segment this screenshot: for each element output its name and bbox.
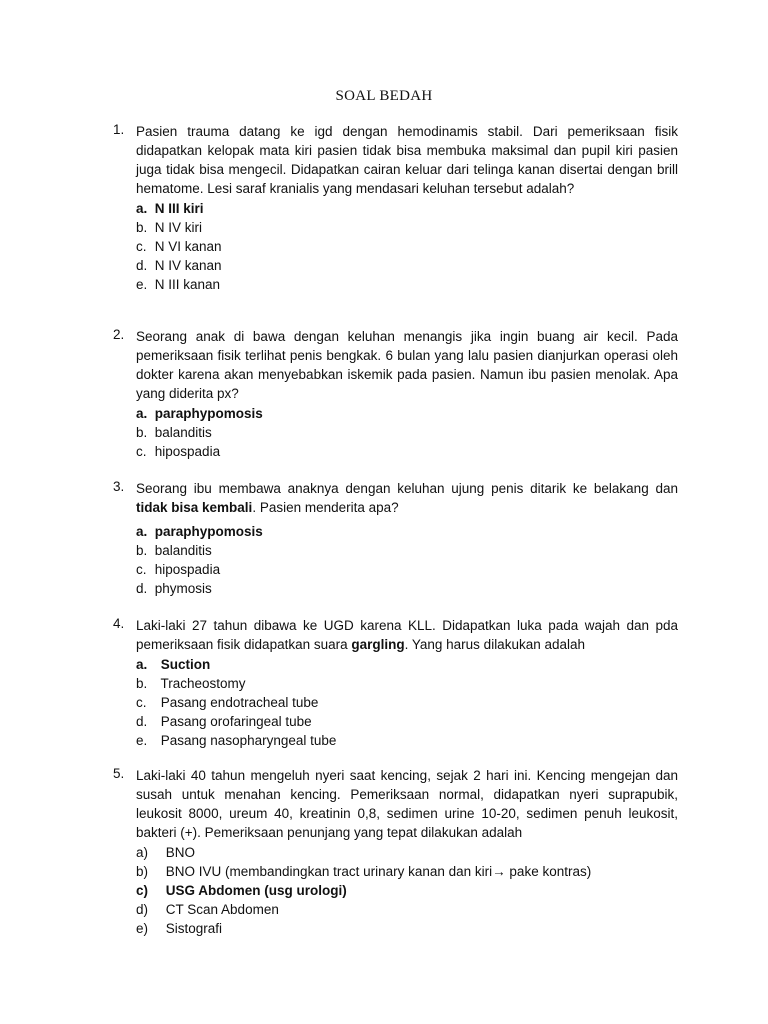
option-letter: a. <box>136 657 148 672</box>
option-list <box>136 843 678 938</box>
option-letter: b. <box>136 676 148 691</box>
option-list <box>136 199 678 294</box>
option-letter: a. <box>136 201 148 216</box>
option-text: Suction <box>160 657 211 672</box>
option-item <box>136 560 678 579</box>
option-text: N VI kanan <box>154 239 222 254</box>
option-item <box>136 900 678 919</box>
option-list <box>136 522 678 598</box>
option-item <box>136 843 678 862</box>
option-item <box>136 275 678 294</box>
option-text: CT Scan Abdomen <box>165 902 279 917</box>
option-letter: a. <box>136 524 148 539</box>
option-item <box>136 919 678 938</box>
option-letter: c. <box>136 239 147 254</box>
option-item <box>136 199 678 218</box>
question-number: 3. <box>113 479 125 494</box>
question-number: 4. <box>113 616 125 631</box>
emphasized-text: tidak bisa kembali <box>136 500 253 515</box>
option-item <box>136 712 678 731</box>
option-letter: b. <box>136 220 148 235</box>
question-text: Seorang ibu membawa anaknya dengan keluhan ujung penis ditarik ke belakang dan tidak bisa kembali. Pasien menderita apa? <box>136 481 678 515</box>
option-item <box>136 522 678 541</box>
option-item <box>136 881 678 900</box>
question-5 <box>113 766 678 938</box>
option-letter: d. <box>136 714 148 729</box>
option-item <box>136 541 678 560</box>
option-letter: e. <box>136 277 148 292</box>
option-letter: d) <box>136 902 149 917</box>
option-letter: d. <box>136 258 148 273</box>
option-item <box>136 655 678 674</box>
option-item <box>136 237 678 256</box>
question-number: 1. <box>113 122 125 137</box>
option-list <box>136 655 678 750</box>
question-3 <box>113 479 678 598</box>
option-letter: c) <box>136 883 149 898</box>
option-letter: b. <box>136 425 148 440</box>
option-text: USG Abdomen (usg urologi) <box>165 883 347 898</box>
question-4 <box>113 616 678 750</box>
option-letter: c. <box>136 695 147 710</box>
option-text: Pasang endotracheal tube <box>160 695 319 710</box>
question-text: Pasien trauma datang ke igd dengan hemodinamis stabil. Dari pemeriksaan fisik didapatkan kelopak mata kiri pasien tidak bisa membuka maksimal dan pupil kiri pasien juga tidak bisa mengecil. Didapatkan cairan keluar dari telinga kanan disertai dengan brill hematome. Lesi saraf kranialis yang mendasari keluhan tersebut adalah? <box>136 124 678 196</box>
option-item <box>136 579 678 598</box>
option-text-continued: pake kontras) <box>505 864 592 879</box>
option-item <box>136 674 678 693</box>
option-list <box>136 404 678 461</box>
option-letter: d. <box>136 581 148 596</box>
option-letter: e. <box>136 733 148 748</box>
option-item <box>136 256 678 275</box>
question-text: Laki-laki 27 tahun dibawa ke UGD karena KLL. Didapatkan luka pada wajah dan pda pemeriksaan fisik didapatkan suara gargling. Yang harus dilakukan adalah <box>136 618 678 652</box>
option-letter: b) <box>136 864 149 879</box>
question-text: Laki-laki 40 tahun mengeluh nyeri saat kencing, sejak 2 hari ini. Kencing mengejan dan susah untuk menahan kencing. Pemeriksaan normal, didapatkan nyeri suprapubik, leukosit 8000, ureum 40, kreatinin 0,8, sedimen urine 10-20, sedimen penuh leukosit, bakteri (+). Pemeriksaan penunjang yang tepat dilakukan adalah <box>136 768 678 840</box>
option-text: N IV kanan <box>154 258 222 273</box>
option-text: Tracheostomy <box>160 676 246 691</box>
option-text: hipospadia <box>154 444 221 459</box>
option-letter: a. <box>136 406 148 421</box>
arrow-right-icon: → <box>492 864 506 879</box>
question-number: 5. <box>113 766 125 781</box>
option-letter: b. <box>136 543 148 558</box>
option-text: balanditis <box>154 425 212 440</box>
option-text: N IV kiri <box>154 220 203 235</box>
option-text: paraphypomosis <box>154 524 263 539</box>
option-item <box>136 218 678 237</box>
page-title: SOAL BEDAH <box>335 88 433 104</box>
option-letter: c. <box>136 562 147 577</box>
option-text: Sistografi <box>165 921 223 936</box>
option-text: phymosis <box>154 581 212 596</box>
option-text: paraphypomosis <box>154 406 263 421</box>
option-letter: e) <box>136 921 149 936</box>
option-item <box>136 731 678 750</box>
option-text: hipospadia <box>154 562 221 577</box>
option-item <box>136 423 678 442</box>
option-text: balanditis <box>154 543 212 558</box>
option-text: N III kiri <box>154 201 204 216</box>
option-text: BNO <box>165 845 196 860</box>
option-item <box>136 693 678 712</box>
question-2 <box>113 327 678 461</box>
option-letter: a) <box>136 845 149 860</box>
option-item <box>136 404 678 423</box>
question-1 <box>113 122 678 294</box>
option-text: Pasang nasopharyngeal tube <box>160 733 337 748</box>
option-text: BNO IVU (membandingkan tract urinary kanan dan kiri <box>165 864 493 879</box>
option-item <box>136 442 678 461</box>
option-item <box>136 862 678 881</box>
question-text: Seorang anak di bawa dengan keluhan menangis jika ingin buang air kecil. Pada pemeriksaan fisik terlihat penis bengkak. 6 bulan yang lalu pasien dianjurkan operasi oleh dokter karena akan menyebabkan iskemik pada pasien. Namun ibu pasien menolak. Apa yang diderita px? <box>136 329 678 401</box>
option-text: Pasang orofaringeal tube <box>160 714 312 729</box>
emphasized-text: gargling <box>351 637 405 652</box>
option-letter: c. <box>136 444 147 459</box>
question-number: 2. <box>113 327 125 342</box>
option-text: N III kanan <box>154 277 221 292</box>
